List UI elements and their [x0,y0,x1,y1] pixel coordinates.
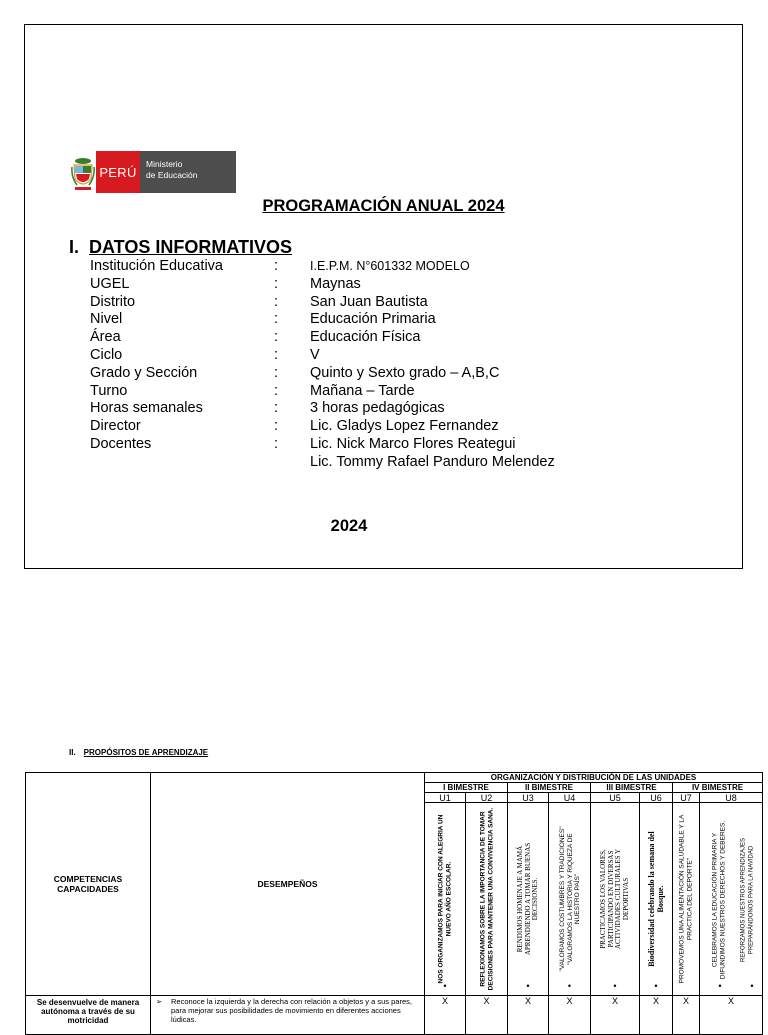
section-heading: I. DATOS INFORMATIVOS [69,237,293,257]
unit-title-u5: PRACTICAMOS LOS VALORES, PARTICIPANDO EN DIVERSAS ACTIVIDADES CULTURALES Y DEPORTIVAS • [590,802,640,996]
cover-page: PERÚ Ministerio de Educación PROGRAMACIÓN ANUAL 2024 I. DATOS INFORMATIVOS Institución Educativa : I.E.P.M. N°601332 MODELO UGEL : Maynas Distrito : San Juan Bautista Nivel : Educación Primaria Área : Educación Física Ciclo : V Grado y Sección : Quinto y Sexto grado – A,B,C Turno : Mañana – Tarde Horas semanales : 3 horas pedagógicas Director : Lic. Gladys Lopez Fernandez Docentes : Lic. Nick Marco Flores Reategui Lic. Tommy Rafael Panduro Melendez 2024 [24,24,743,569]
unit-code-u7: U7 [672,792,700,803]
header-competencias: COMPETENCIAS CAPACIDADES [25,772,151,996]
header-bimestre-4: IV BIMESTRE [672,782,763,793]
row-mark-u1: X [424,995,466,1035]
unit-code-u2: U2 [465,792,508,803]
header-bimestre-1: I BIMESTRE [424,782,508,793]
unit-title-u6: Biodiversidad celebrando la semana del Bosque. • [639,802,673,996]
row-desempeno: ➢ Reconoce la izquierda y la derecha con relación a objetos y a sus pares, para mejorar sus posibilidades de movimiento en diferentes acciones lúdicas. [150,995,425,1035]
row-mark-u7: X [672,995,700,1035]
header-organizacion: ORGANIZACIÓN Y DISTRIBUCIÓN DE LAS UNIDADES [424,772,763,783]
unit-code-u8: U8 [699,792,763,803]
unit-title-u8: CELEBRAMOS LA EDUCACIÓN PRIMARIA Y DIFUNDIMOS NUESTROS DERECHOS Y DEBERES. REFORZAMOS NUESTROS APRENDIZAJES PREPARÁNDONOS PARA LA NAVIDAD • • [699,802,763,996]
row-mark-u3: X [507,995,549,1035]
unit-title-u4: "VALORAMOS COSTUMBRES Y TRADICIONES" "VALORAMOS LA HISTORIA Y RIQUEZA DE NUESTRO PAÍS" • [548,802,591,996]
row-mark-u6: X [639,995,673,1035]
row-mark-u8: X [699,995,763,1035]
header-bimestre-2: II BIMESTRE [507,782,591,793]
unit-code-u3: U3 [507,792,549,803]
logo-ministry: Ministerio de Educación [140,151,236,193]
coat-of-arms-icon [70,151,96,194]
unit-title-u3: RENDIMOS HOMENAJE A MAMÁ APRENDIENDO A TOMAR BUENAS DECISIONES. • [507,802,549,996]
unit-title-u1: NOS ORGANIZAMOS PARA INICIAR CON ALEGRIA UN NUEVO AÑO ESCOLAR. • [424,802,466,996]
unit-code-u1: U1 [424,792,466,803]
row-mark-u2: X [465,995,508,1035]
unit-title-u7: PROMOVEMOS UNA ALIMENTACIÓN SALUDABLE Y LA PRACTICA DEL DEPORTE" [672,802,700,996]
header-bimestre-3: III BIMESTRE [590,782,673,793]
row-mark-u4: X [548,995,591,1035]
unit-title-u2: REFLEXIONAMOS SOBRE LA IMPORTANCIA DE TOMAR DECISIONES PARA MANTENER UNA CONVIVENCIA SANA. [465,802,508,996]
row-mark-u5: X [590,995,640,1035]
unit-code-u4: U4 [548,792,591,803]
unit-code-u5: U5 [590,792,640,803]
header-desempenos: DESEMPEÑOS [150,772,425,996]
section-2-heading: II. PROPÓSITOS DE APRENDIZAJE [69,748,209,757]
row-competencia: Se desenvuelve de manera autónoma a través de su motricidad [25,995,151,1035]
logo-country: PERÚ [96,151,140,193]
minedu-logo [70,151,236,194]
document-title: PROGRAMACIÓN ANUAL 2024 [262,197,505,215]
unit-code-u6: U6 [639,792,673,803]
learning-purposes-table [25,772,763,1024]
cover-year: 2024 [330,517,368,535]
